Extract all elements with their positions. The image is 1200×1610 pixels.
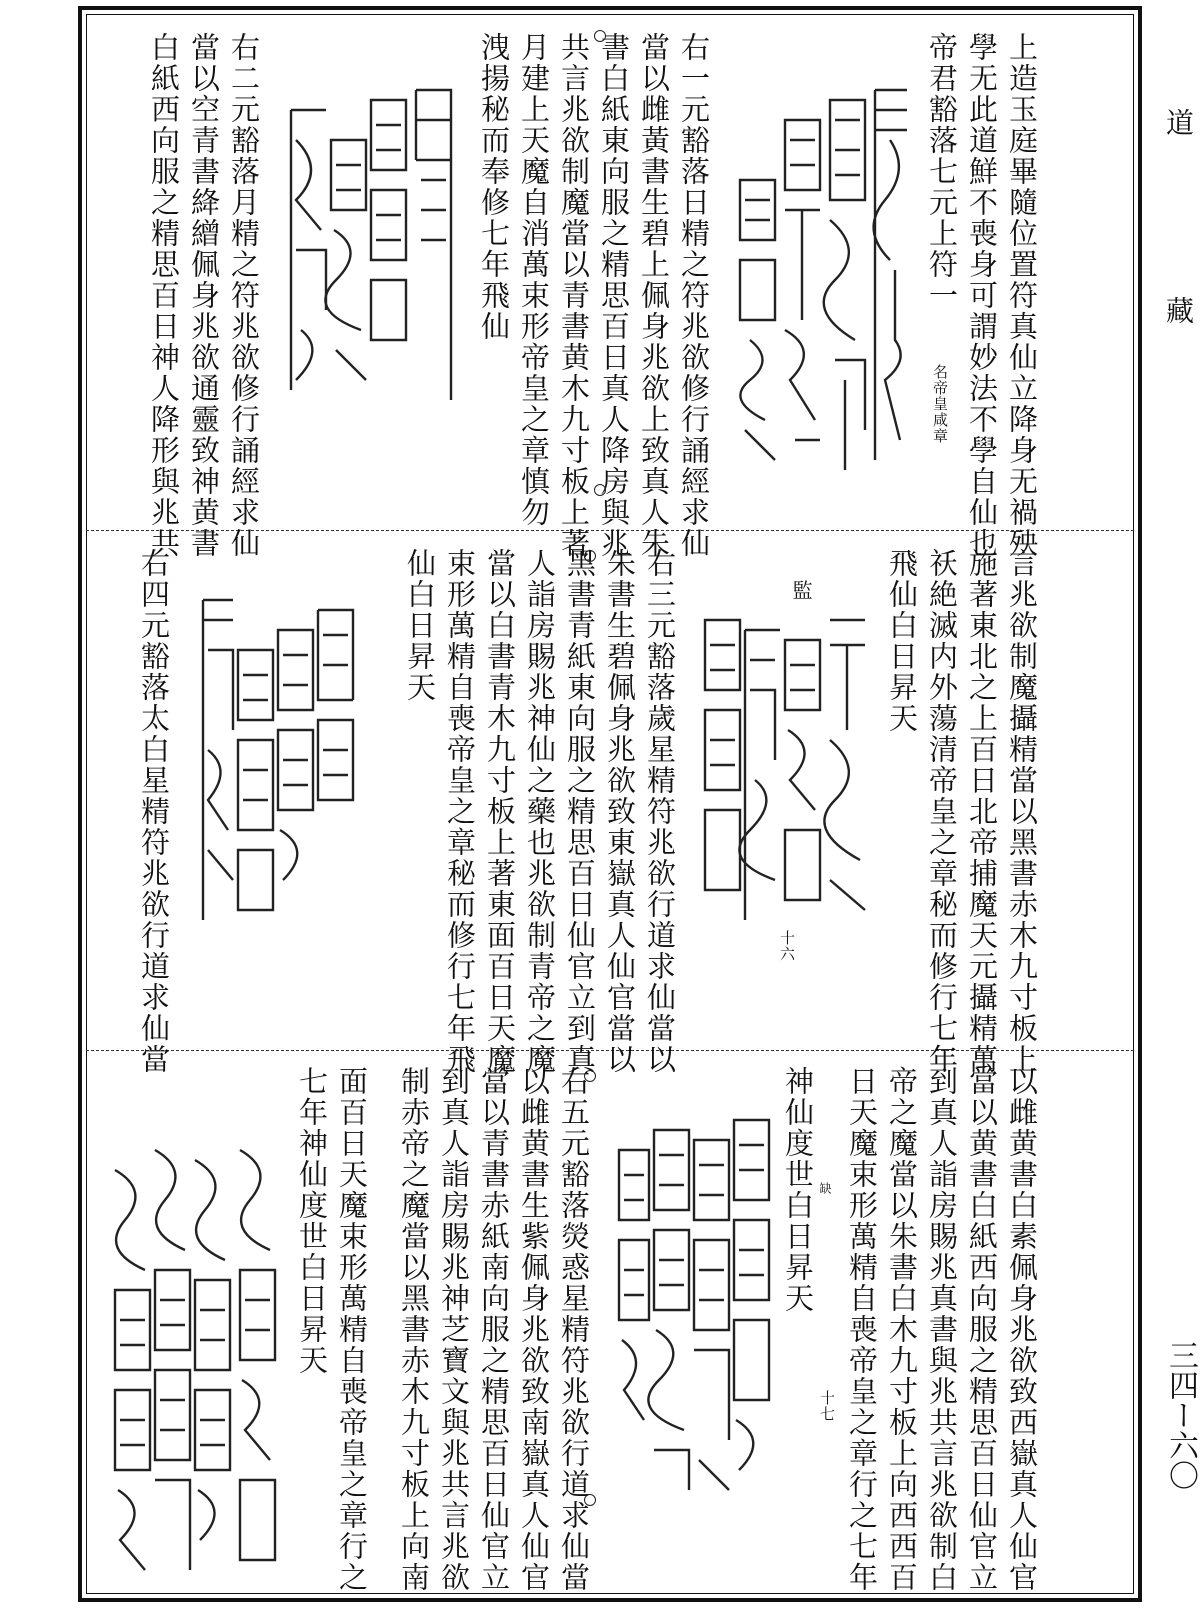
text-column: 洩揚秘而奉修七年飛仙: [477, 32, 511, 342]
text-column: 當以黄書白紙西向服之精思百日仙官立: [965, 1066, 999, 1593]
text-column: 當以雌黃書生碧上佩身兆欲上致真人朱: [637, 32, 671, 559]
text-column: 學无此道鮮不喪身可謂妙法不學自仙也: [965, 32, 999, 559]
text-column: 朱書生碧佩身兆欲致東嶽真人仙官當以: [603, 548, 637, 1075]
text-column: 仙白日昇天: [403, 548, 437, 703]
text-column: 黑書青紙東向服之精思百日仙官立到真: [563, 548, 597, 1075]
collection-label-bottom: 藏: [1162, 296, 1195, 324]
text-column: 右一元豁落日精之符兆欲修行誦經求仙: [677, 32, 711, 559]
text-column: 以雌黄書白素佩身兆欲致西嶽真人仙官: [1005, 1066, 1039, 1593]
text-column: 當以白書青木九寸板上著東面百日天魔: [483, 548, 517, 1075]
text-column: 右五元豁落熒惑星精符兆欲行道求仙當: [557, 1066, 591, 1593]
text-column: 制赤帝之魔當以黑書赤木九寸板上向南: [397, 1066, 431, 1593]
text-column: 人詣房賜兆神仙之藥也兆欲制青帝之魔: [523, 548, 557, 1075]
talisman-seal-4: [198, 590, 358, 930]
text-column: 右三元豁落歲星精符兆欲行道求仙當以: [643, 548, 677, 1075]
text-column: 施著東北之上百日北帝捕魔天元攝精萬: [965, 548, 999, 1075]
talisman-seal-3: [700, 610, 870, 940]
seal-number: 十六: [778, 930, 796, 962]
annotation-note: 名帝皇咸章: [931, 364, 949, 444]
text-column: 飛仙白日昇天: [885, 548, 919, 734]
punctuation-circle: [594, 484, 606, 496]
text-column: 共言兆欲制魔當以青書黄木九寸板上著: [557, 32, 591, 559]
talisman-seal-1: [735, 80, 910, 480]
page-number: 三四ー六〇: [1163, 1340, 1198, 1490]
punctuation-circle: [584, 1494, 596, 1506]
seal-label: 監: [789, 580, 813, 601]
text-column: 帝君豁落七元上符一: [925, 32, 959, 311]
talisman-seal-2: [286, 80, 456, 410]
talisman-seal-6: [110, 1140, 280, 1580]
text-column: 以雌黄書生紫佩身兆欲致南嶽真人仙官: [517, 1066, 551, 1593]
seal-number: 十七: [818, 1390, 836, 1422]
text-column: 面百日天魔束形萬精自喪帝皇之章行之: [335, 1066, 369, 1593]
text-column: 言兆欲制魔攝精當以黑書赤木九寸板上: [1005, 548, 1039, 1075]
text-column: 白紙西向服之精思百日神人降形與兆共: [147, 32, 181, 559]
text-column: 到真人詣房賜兆真書與兆共言兆欲制白: [925, 1066, 959, 1593]
text-column: 到真人詣房賜兆神芝寶文與兆共言兆欲: [437, 1066, 471, 1593]
text-column: 右二元豁落月精之符兆欲修行誦經求仙: [227, 32, 261, 559]
text-column: 當以空青書絳繒佩身兆欲通靈致神黄書: [187, 32, 221, 559]
collection-label-top: 道: [1162, 108, 1195, 136]
text-column: 神仙度世白日昇天: [781, 1066, 815, 1314]
text-column: 右四元豁落太白星精符兆欲行道求仙當: [137, 548, 171, 1075]
text-column: 月建上天魔自消萬束形帝皇之章慎勿: [517, 32, 551, 528]
text-column: 當以青書赤紙南向服之精思百日仙官立: [477, 1066, 511, 1593]
annotation-mark: 缺: [818, 1182, 832, 1195]
text-column: 上造玉庭畢隨位置符真仙立降身无禍殃: [1005, 32, 1039, 559]
text-column: 書白紙東向服之精思百日真人降房與兆: [597, 32, 631, 559]
text-column: 七年神仙度世白日昇天: [295, 1066, 329, 1376]
text-column: 日天魔束形萬精自喪帝皇之章行之七年: [845, 1066, 879, 1593]
talisman-seal-5: [614, 1110, 774, 1500]
punctuation-circle: [594, 30, 606, 42]
text-column: 束形萬精自喪帝皇之章秘而修行七年飛: [443, 548, 477, 1075]
text-column: 帝之魔當以朱書白木九寸板上向西西百: [885, 1066, 919, 1593]
text-column: 祅絶滅内外蕩清帝皇之章秘而修行七年: [925, 548, 959, 1075]
